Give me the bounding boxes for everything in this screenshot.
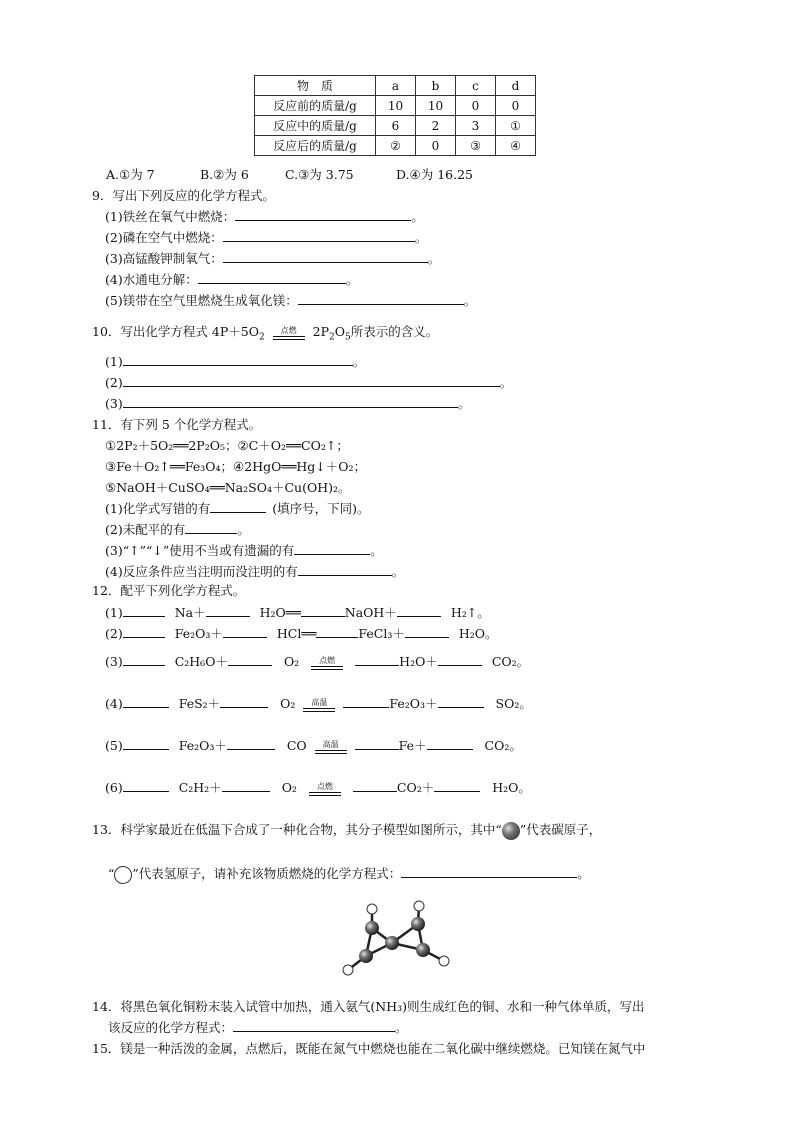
q9-item-label: (1)铁丝在氧气中燃烧： (105, 209, 236, 224)
q12-equation-6: (6) C₂H₂＋ O₂ 点燃 CO₂＋ H₂O。 (105, 780, 531, 795)
coefficient-blank[interactable] (397, 603, 441, 617)
q11-sub-question: (2)未配平的有 。 (105, 522, 250, 537)
coefficient-blank[interactable] (222, 778, 270, 792)
coefficient-blank[interactable] (206, 603, 250, 617)
coefficient-blank[interactable] (353, 778, 397, 792)
period: 。 (411, 209, 424, 224)
q9-item (105, 291, 476, 309)
q9-item (105, 228, 427, 246)
answer-blank[interactable] (123, 394, 458, 408)
table-cell: ① (496, 116, 536, 136)
q8-option-c: C.③为 3.75 (285, 167, 354, 182)
q11-title: 11．有下列 5 个化学方程式。 (92, 417, 262, 432)
coefficient-blank[interactable] (343, 694, 389, 708)
carbon-atom-icon (502, 822, 520, 840)
mass-table (254, 75, 536, 156)
q8-option-b: B.②为 6 (200, 167, 249, 182)
q11-equations-2: ③Fe＋O₂↑══Fe₃O₄；④2HgO══Hg↓＋O₂； (105, 459, 367, 474)
table-row (255, 116, 536, 136)
coefficient-blank[interactable] (438, 694, 484, 708)
table-cell: b (416, 76, 456, 96)
answer-blank[interactable] (401, 864, 577, 878)
table-cell: 反应后的质量/g (255, 136, 376, 156)
answer-blank[interactable] (198, 270, 346, 284)
q14-line1: 14．将黑色氧化铜粉末装入试管中加热，通入氨气(NH₃)则生成红色的铜、水和一种气体单质，写出 (92, 999, 645, 1014)
q9-title: 9．写出下列反应的化学方程式。 (92, 188, 275, 203)
coefficient-blank[interactable] (316, 624, 358, 638)
coefficient-blank[interactable] (438, 652, 482, 666)
q8-option-d: D.④为 16.25 (396, 167, 474, 182)
q13-line2: “ ”代表氢原子，请补充该物质燃烧的化学方程式： 。 (108, 864, 590, 884)
q10-item: (1) 。 (105, 354, 366, 369)
q14-line2: 该反应的化学方程式： 。 (108, 1020, 408, 1035)
q11-equations-1: ①2P₂＋5O₂══2P₂O₅；②C＋O₂══CO₂↑； (105, 438, 349, 453)
coefficient-blank[interactable] (220, 694, 268, 708)
coefficient-blank[interactable] (123, 694, 169, 708)
q15-line1: 15．镁是一种活泼的金属，点燃后，既能在氮气中燃烧也能在二氧化碳中继续燃烧。已知镁在氮气中 (92, 1041, 646, 1056)
reaction-arrow: 高温 (315, 740, 347, 754)
coefficient-blank[interactable] (227, 736, 275, 750)
q11-sub-question: (1)化学式写错的有 (填序号，下同)。 (105, 501, 370, 516)
coefficient-blank[interactable] (123, 624, 165, 638)
q10-item: (3) 。 (105, 396, 471, 411)
answer-blank[interactable] (210, 499, 266, 513)
q12-equation-5: (5) Fe₂O₃＋ CO 高温 Fe＋ CO₂。 (105, 738, 522, 753)
period: 。 (463, 293, 477, 308)
table-cell: d (496, 76, 536, 96)
q9-item (105, 249, 440, 267)
coefficient-blank[interactable] (355, 736, 399, 750)
period: 。 (427, 251, 441, 266)
answer-blank[interactable] (298, 562, 392, 576)
table-cell: 10 (376, 96, 416, 116)
q12-equation-2: (2) Fe₂O₃＋ HCl══ FeCl₃＋ H₂O。 (105, 626, 498, 641)
reaction-arrow: 点燃 (311, 656, 343, 670)
q11-equations-3: ⑤NaOH＋CuSO₄══Na₂SO₄＋Cu(OH)₂。 (105, 480, 351, 495)
molecule-model-diagram (336, 898, 462, 978)
answer-blank[interactable] (294, 541, 370, 555)
table-cell: 物 质 (255, 76, 376, 96)
hydrogen-atom-icon (114, 866, 132, 884)
coefficient-blank[interactable] (405, 624, 449, 638)
table-cell: 3 (456, 116, 496, 136)
answer-blank[interactable] (223, 228, 415, 242)
table-cell: 6 (376, 116, 416, 136)
coefficient-blank[interactable] (355, 652, 399, 666)
reaction-arrow: 高温 (303, 698, 335, 712)
q11-sub-question: (3)“↑”“↓”使用不当或有遗漏的有 。 (105, 543, 383, 558)
answer-blank[interactable] (185, 520, 237, 534)
q11-sub-question: (4)反应条件应当注明而没注明的有 。 (105, 564, 405, 579)
coefficient-blank[interactable] (223, 624, 267, 638)
q9-item-label: (4)水通电分解： (105, 272, 198, 287)
table-cell: 0 (416, 136, 456, 156)
q9-item-label: (5)镁带在空气里燃烧生成氧化镁： (105, 293, 298, 308)
period: 。 (414, 230, 428, 245)
table-cell: 反应前的质量/g (255, 96, 376, 116)
q12-equation-1: (1) Na＋ H₂O══ NaOH＋ H₂↑。 (105, 605, 490, 620)
table-cell: ② (376, 136, 416, 156)
q13-line1: 13．科学家最近在低温下合成了一种化合物，其分子模型如图所示，其中“ ”代表碳原子， (92, 820, 601, 840)
answer-blank[interactable] (298, 291, 464, 305)
q12-title: 12．配平下列化学方程式。 (92, 583, 246, 598)
coefficient-blank[interactable] (301, 603, 345, 617)
table-cell: 0 (496, 96, 536, 116)
table-cell: ④ (496, 136, 536, 156)
coefficient-blank[interactable] (123, 778, 169, 792)
q12-equation-4: (4) FeS₂＋ O₂ 高温 Fe₂O₃＋ SO₂。 (105, 696, 532, 711)
coefficient-blank[interactable] (427, 736, 473, 750)
table-header-row (255, 76, 536, 96)
q8-option-a: A.①为 7 (106, 167, 155, 182)
coefficient-blank[interactable] (123, 652, 165, 666)
table-row (255, 136, 536, 156)
answer-blank[interactable] (123, 352, 353, 366)
answer-blank[interactable] (223, 249, 428, 263)
q9-item (105, 270, 358, 288)
period: 。 (345, 272, 359, 287)
reaction-arrow: 点燃 (273, 326, 305, 340)
q10-item: (2) 。 (105, 375, 513, 390)
answer-blank[interactable] (233, 1018, 395, 1032)
q10-title: 10．写出化学方程式 $4P+5O_2$ 点燃 $2P_2O_5$所表示的含义。 (92, 324, 439, 343)
coefficient-blank[interactable] (228, 652, 272, 666)
table-row (255, 96, 536, 116)
table-cell: 2 (416, 116, 456, 136)
table-cell: c (456, 76, 496, 96)
table-cell: 0 (456, 96, 496, 116)
q9-item-label: (3)高锰酸钾制氧气： (105, 251, 223, 266)
table-cell: ③ (456, 136, 496, 156)
q9-item-label: (2)磷在空气中燃烧： (105, 230, 223, 245)
answer-blank[interactable] (235, 207, 411, 221)
table-cell: 10 (416, 96, 456, 116)
table-cell: 反应中的质量/g (255, 116, 376, 136)
q12-equation-3: (3) C₂H₆O＋ O₂ 点燃 H₂O＋ CO₂。 (105, 654, 530, 669)
q9-item (105, 207, 424, 225)
coefficient-blank[interactable] (123, 603, 165, 617)
reaction-arrow: 点燃 (309, 782, 341, 796)
answer-blank[interactable] (123, 373, 500, 387)
coefficient-blank[interactable] (123, 736, 169, 750)
coefficient-blank[interactable] (434, 778, 480, 792)
table-cell: a (376, 76, 416, 96)
